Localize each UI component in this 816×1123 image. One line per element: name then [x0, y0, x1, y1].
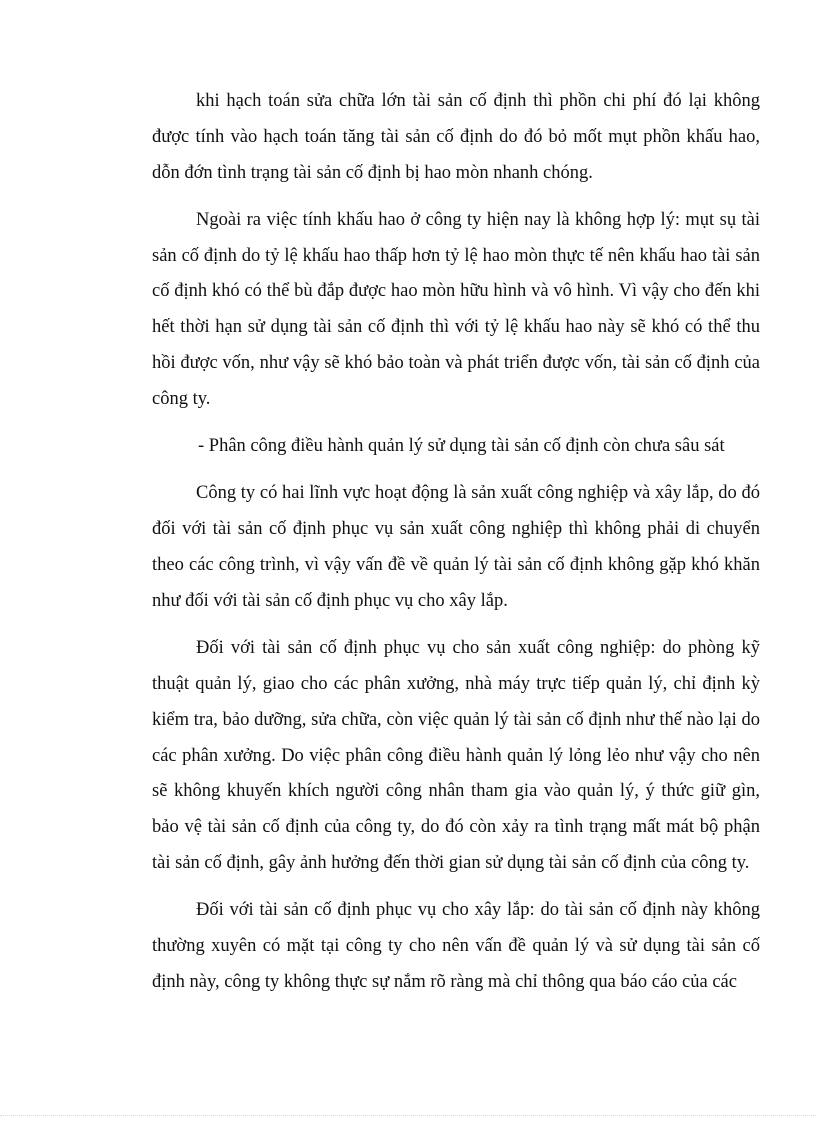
paragraph-depreciation: Ngoài ra việc tính khấu hao ở công ty hiện nay là không hợp lý: mụt sụ tài sản cố định do tỷ lệ khấu hao thấp hơn tỷ lệ hao mòn thực tế nên khấu hao tài sản cố định khó có thể bù đắp được hao mòn hữu hình và vô hình. Vì vậy cho đến khi hết thời hạn sử dụng tài sản cố định thì với tỷ lệ khấu hao này sẽ khó có thể thu hồi được vốn, như vậy sẽ khó bảo toàn và phát triển được vốn, tài sản cố định của công ty.: [152, 209, 760, 409]
bullet-point-management: - Phân công điều hành quản lý sử dụng tài sản cố định còn chưa sâu sát: [198, 436, 725, 457]
page-bottom-divider: [0, 1115, 816, 1116]
body-text: [152, 84, 760, 1012]
paragraph-industrial-assets: Đối với tài sản cố định phục vụ cho sản xuất công nghiệp: do phòng kỹ thuật quản lý, giao cho các phân xưởng, nhà máy trực tiếp quản lý, chỉ định kỳ kiểm tra, bảo dưỡng, sửa chữa, còn việc quản lý tài sản cố định như thế nào lại do các phân xưởng. Do việc phân công điều hành quản lý lỏng lẻo như vậy cho nên sẽ không khuyến khích người công nhân tham gia vào quản lý, ý thức giữ gìn, bảo vệ tài sản cố định của công ty, do đó còn xảy ra tình trạng mất mát bộ phận tài sản cố định, gây ảnh hưởng đến thời gian sử dụng tài sản cố định của công ty.: [152, 638, 760, 873]
paragraph-continuation: khi hạch toán sửa chữa lớn tài sản cố định thì phồn chi phí đó lại không được tính vào hạch toán tăng tài sản cố định do đó bỏ mốt mụt phồn khấu hao, dỗn đớn tình trạng tài sản cố định bị hao mòn nhanh chóng.: [152, 91, 760, 183]
paragraph-company-fields: Công ty có hai lĩnh vực hoạt động là sản xuất công nghiệp và xây lắp, do đó đối với tài sản cố định phục vụ sản xuất công nghiệp thì không phải di chuyển theo các công trình, vì vậy vấn đề về quản lý tài sản cố định không gặp khó khăn như đối với tài sản cố định phục vụ cho xây lắp.: [152, 483, 760, 611]
paragraph-construction-assets: Đối với tài sản cố định phục vụ cho xây lắp: do tài sản cố định này không thường xuyên có mặt tại công ty cho nên vấn đề quản lý và sử dụng tài sản cố định này, công ty không thực sự nắm rõ ràng mà chỉ thông qua báo cáo của các: [152, 900, 760, 992]
